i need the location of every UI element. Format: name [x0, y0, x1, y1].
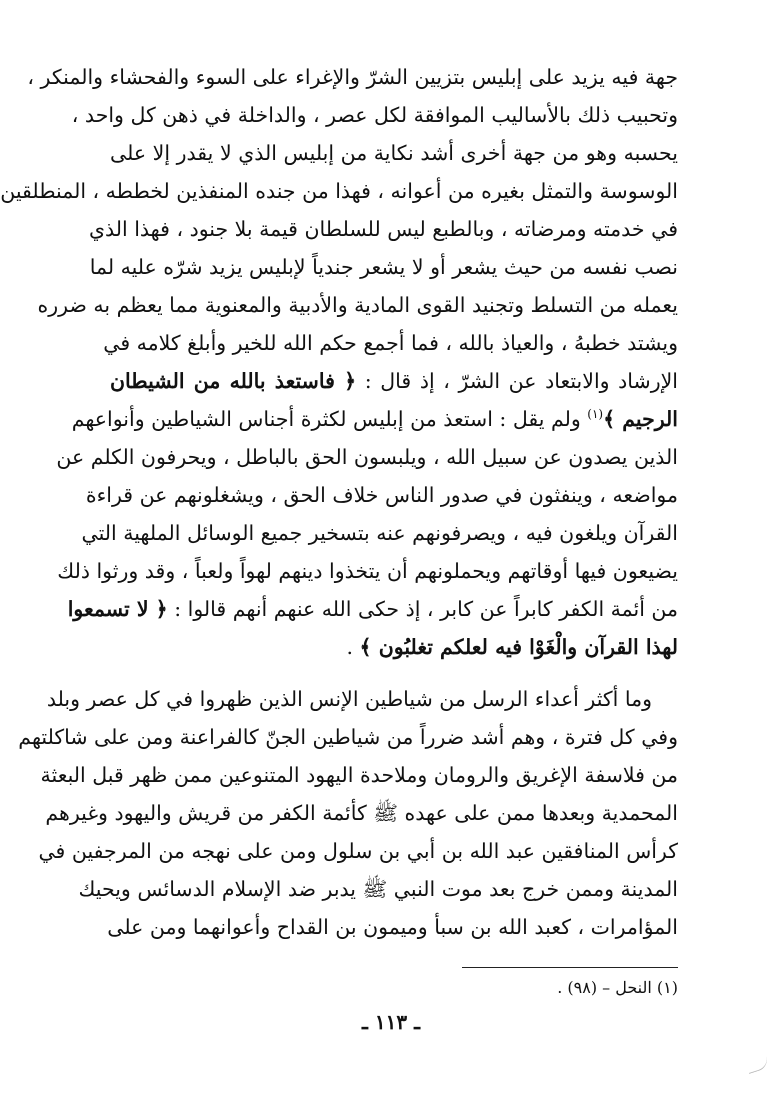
- text-line: يحسبه وهو من جهة أخرى أشد نكاية من إبليس الذي لا يقدر إلا على: [110, 141, 678, 165]
- text-line: في خدمته ومرضاته ، وبالطبع ليس للسلطان قيمة بلا جنود ، فهذا الذي: [88, 217, 678, 241]
- text-segment: ولم يقل : استعذ من إبليس لكثرة أجناس الشياطين وأنواعهم: [71, 407, 588, 431]
- text-line-with-quran: [71, 400, 678, 438]
- text-line: ويشتد خطبهُ ، والعياذ بالله ، فما أجمع حكم الله للخير وأبلغ كلامه في: [103, 331, 678, 355]
- text-segment: .: [346, 635, 360, 659]
- quran-verse: لهذا القرآن والْغَوْا فيه لعلكم تغلبُون ﴾: [359, 635, 678, 659]
- text-line-with-quran: [110, 362, 678, 400]
- text-line: كرأس المنافقين عبد الله بن أبي بن سلول ومن على نهجه من المرجفين في: [38, 839, 678, 863]
- text-line: من فلاسفة الإغريق والرومان وملاحدة اليهود المتنوعين ممن ظهر قبل البعثة: [40, 763, 678, 787]
- text-line: المؤامرات ، كعبد الله بن سبأ وميمون بن القداح وأعوانهما ومن على: [107, 915, 678, 939]
- text-line-with-quran: [67, 590, 678, 628]
- footnote: (١) النحل – (٩٨) .: [557, 978, 678, 997]
- page-body: [0, 58, 679, 946]
- text-line: وتحبيب ذلك بالأساليب الموافقة لكل عصر ، والداخلة في ذهن كل واحد ،: [71, 103, 678, 127]
- text-line: الذين يصدون عن سبيل الله ، ويلبسون الحق بالباطل ، ويحرفون الكلم عن: [56, 445, 678, 469]
- page-number: ـ ١١٣ ـ: [362, 1010, 420, 1034]
- text-line: مواضعه ، وينفثون في صدور الناس خلاف الحق ، ويشغلونهم عن قراءة: [85, 483, 678, 507]
- text-line: جهة فيه يزيد على إبليس بتزيين الشرّ والإغراء على السوء والفحشاء والمنكر ،: [27, 65, 678, 89]
- text-segment: من أئمة الكفر كابراً عن كابر ، إذ حكى الله عنهم أنهم قالوا :: [167, 597, 678, 621]
- text-line: المدينة وممن خرج بعد موت النبي ﷺ يدبر ضد الإسلام الدسائس ويحيك: [78, 877, 678, 901]
- quran-verse: ﴿ لا تسمعوا: [67, 597, 168, 621]
- text-line-with-quran: [110, 628, 678, 666]
- paragraph-gap: [110, 666, 678, 680]
- quran-verse: الرجيم ﴾: [603, 407, 678, 431]
- footnote-reference: (١): [587, 407, 604, 422]
- text-line: نصب نفسه من حيث يشعر أو لا يشعر جندياً لإبليس يزيد شرّه عليه لما: [89, 255, 678, 279]
- footnote-divider: [462, 967, 678, 968]
- text-line: يضيعون فيها أوقاتهم ويحملونهم أن يتخذوا دينهم لهواً ولعباً ، وقد ورثوا ذلك: [57, 559, 678, 583]
- text-line: وفي كل فترة ، وهم أشد ضرراً من شياطين الجنّ كالفراعنة ومن على شاكلتهم: [18, 725, 678, 749]
- scan-mark-decoration: [744, 1051, 770, 1074]
- text-line: القرآن ويلغون فيه ، ويصرفونهم عنه بتسخير جميع الوسائل الملهية التي: [81, 521, 678, 545]
- text-line: وما أكثر أعداء الرسل من شياطين الإنس الذين ظهروا في كل عصر وبلد: [46, 687, 652, 711]
- text-line: يعمله من التسلط وتجنيد القوى المادية والأدبية والمعنوية مما يعظم به ضرره: [37, 293, 678, 317]
- text-line: المحمدية وبعدها ممن على عهده ﷺ كأئمة الكفر من قريش واليهود وغيرهم: [45, 801, 678, 825]
- quran-verse: ﴿ فاستعذ بالله من الشيطان: [110, 369, 357, 393]
- text-segment: الإرشاد والابتعاد عن الشرّ ، إذ قال :: [356, 369, 679, 393]
- text-line: الوسوسة والتمثل بغيره من أعوانه ، فهذا من جنده المنفذين لخططه ، المنطلقين: [0, 179, 678, 203]
